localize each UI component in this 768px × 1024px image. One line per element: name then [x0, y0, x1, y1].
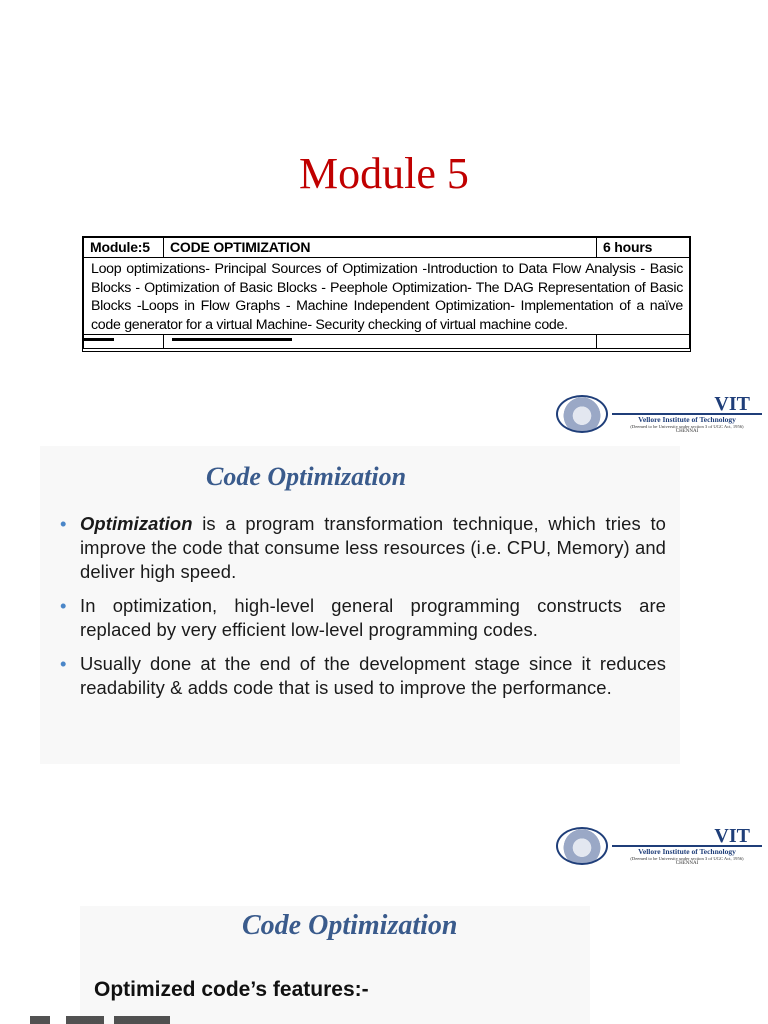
cut-off-text-fragment	[172, 338, 292, 341]
logo-full-name: Vellore Institute of Technology	[638, 846, 736, 856]
syllabus-header-row	[84, 238, 690, 258]
university-seal-icon	[556, 395, 608, 433]
bullet-item: • Optimization is a program transformation technique, which tries to improve the code that consume less resources (i.e. CPU, Memory) and deliver high speed.	[60, 513, 666, 582]
slide-title: Module 5	[299, 149, 469, 198]
vit-logo	[556, 826, 762, 866]
bullet-dot-icon: •	[60, 513, 67, 534]
panel-heading: Code Optimization	[242, 910, 458, 941]
module-label: Module:5	[84, 238, 164, 258]
bullet-item: • Usually done at the end of the development stage since it reduces readability & adds code that is used to improve the performance.	[60, 653, 666, 698]
logo-city: CHENNAI	[675, 860, 699, 866]
bullet-dot-icon: •	[60, 595, 67, 616]
logo-name: VIT	[612, 827, 762, 847]
cut-off-text-fragment	[30, 1010, 190, 1024]
cut-off-row	[84, 335, 690, 349]
logo-note: (Deemed to be University under section 3 of UGC Act, 1956)	[630, 423, 744, 429]
bullet-item: • In optimization, high-level general programming constructs are replaced by very efficient low-level programming codes.	[60, 595, 666, 640]
syllabus-table	[82, 236, 691, 352]
optimization-slide-panel	[40, 446, 680, 764]
module-name: CODE OPTIMIZATION	[164, 238, 597, 258]
logo-full-name: Vellore Institute of Technology	[638, 414, 736, 424]
bullet-dot-icon: •	[60, 653, 67, 674]
logo-city: CHENNAI	[675, 428, 699, 434]
logo-name: VIT	[612, 395, 762, 415]
module-hours: 6 hours	[597, 238, 690, 258]
cut-off-text-fragment	[84, 338, 114, 341]
syllabus-description: Loop optimizations- Principal Sources of Optimization -Introduction to Data Flow Analysis - Basic Blocks - Optimization of Basic Blocks - Peephole Optimization- The DAG Representation of Basic Blocks -Loops in Flow Graphs - Machine Independent Optimization- Implementation of a naïve code generator for a virtual Machine- Security checking of virtual machine code.	[84, 258, 690, 335]
bullet-list	[54, 512, 666, 710]
university-seal-icon	[556, 827, 608, 865]
panel-heading: Code Optimization	[206, 462, 407, 491]
vit-logo	[556, 394, 762, 434]
syllabus-description-row	[84, 258, 690, 335]
logo-note: (Deemed to be University under section 3 of UGC Act, 1956)	[630, 855, 744, 861]
features-slide-panel	[80, 906, 590, 1024]
features-title: Optimized code’s features:-	[94, 978, 369, 1001]
